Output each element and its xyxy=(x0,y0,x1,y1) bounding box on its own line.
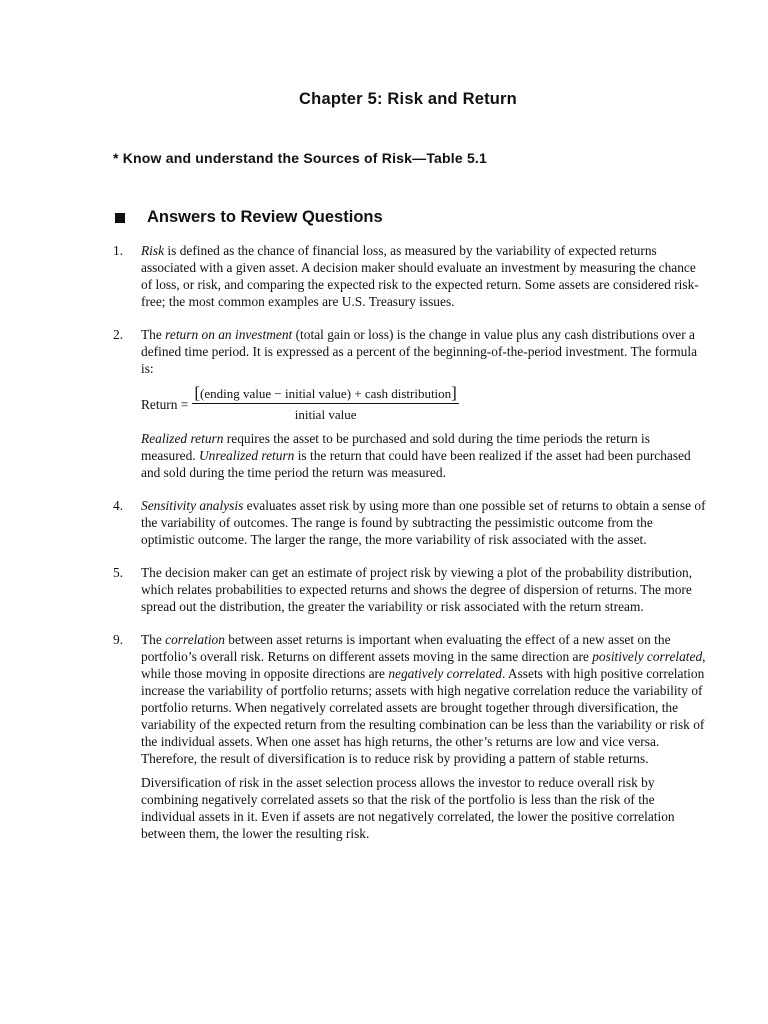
paragraph-text: The xyxy=(141,327,166,342)
answer-number: 9. xyxy=(113,632,124,647)
answer-number: 4. xyxy=(113,498,124,513)
answer-paragraph: The decision maker can get an estimate of project risk by viewing a plot of the probability distribution, which relates probabilities to expected returns and shows the degree of dispersion of returns. The more spread out the distribution, the greater the variability or risk associated with the return stream. xyxy=(141,565,693,614)
square-bullet-icon xyxy=(115,213,125,223)
know-sources-line: * Know and understand the Sources of Risk—Table 5.1 xyxy=(113,150,488,166)
defined-term: correlation xyxy=(165,632,225,647)
answer-item-9 xyxy=(113,631,713,842)
review-answers-list xyxy=(113,242,713,858)
answer-item-5 xyxy=(113,564,713,615)
answer-body xyxy=(141,242,706,310)
defined-term: Sensitivity analysis xyxy=(141,498,244,513)
answer-number: 1. xyxy=(113,243,124,258)
answer-number: 5. xyxy=(113,565,124,580)
paragraph-text: is the return that could have been realized if the asset had been purchased and sold during the time period the return was measured. xyxy=(141,448,691,480)
answer-body xyxy=(141,631,706,842)
formula-denominator: initial value xyxy=(294,407,357,422)
formula-numerator-text: (ending value − initial value) + cash distribution xyxy=(200,386,452,401)
defined-term: Risk xyxy=(141,243,165,258)
answer-item-4 xyxy=(113,497,713,548)
answer-body xyxy=(141,497,706,548)
paragraph-text: . Assets with high positive correlation increase the variability of portfolio returns; assets with high negative correlation reduce the variability of portfolio returns. When negatively correlated assets are brought together through diversification, the variability of the expected return from the resulting combination can be less than the variability or risk of the individual assets. When one asset has high returns, the other’s returns are low and vice versa. Therefore, the result of diversification is to reduce risk by providing a pattern of stable returns. xyxy=(141,666,705,766)
paragraph-text: requires the asset to be purchased and sold during the time periods the return is measured. xyxy=(141,431,650,463)
answer-body xyxy=(141,564,706,615)
paragraph-text: between asset returns is important when evaluating the effect of a new asset on the portfolio’s overall risk. Returns on different assets moving in the same direction are xyxy=(141,632,671,664)
defined-term: negatively correlated xyxy=(388,666,502,681)
answer-body xyxy=(141,326,706,481)
defined-term: positively correlated xyxy=(592,649,703,664)
return-formula xyxy=(141,384,706,424)
chapter-title: Chapter 5: Risk and Return xyxy=(299,90,517,108)
defined-term: Unrealized return xyxy=(199,448,295,463)
answer-paragraph xyxy=(141,326,706,377)
paragraph-text: , while those moving in opposite directions are xyxy=(141,649,706,681)
answer-paragraph: Diversification of risk in the asset selection process allows the investor to reduce overall risk by combining negatively correlated assets so that the risk of the portfolio is less than the risk of the individual assets in it. Even if assets are not negatively correlated, the lower the positive correlation between them, the lower the resulting risk. xyxy=(141,775,675,841)
defined-term: Realized return xyxy=(141,431,224,446)
formula-lhs: Return = xyxy=(141,396,189,412)
defined-term: return on an investment xyxy=(165,327,293,342)
answer-paragraph xyxy=(141,631,706,767)
answer-number: 2. xyxy=(113,327,124,342)
section-heading xyxy=(113,208,383,227)
paragraph-text: The xyxy=(141,632,166,647)
paragraph-text: is defined as the chance of financial loss, as measured by the variability of expected returns associated with a given asset. A decision maker should evaluate an investment by measuring the chance of loss, or risk, and comparing the expected risk to the expected return. Some assets are considered risk-free; the most common examples are U.S. Treasury issues. xyxy=(141,243,699,309)
formula-numerator xyxy=(192,385,458,404)
answer-paragraph xyxy=(141,430,706,481)
bracket-right: ] xyxy=(451,383,457,402)
answer-paragraph xyxy=(141,497,706,548)
bracket-left: [ xyxy=(194,383,201,402)
answer-item-1 xyxy=(113,242,713,310)
paragraph-text: evaluates asset risk by using more than one possible set of returns to obtain a sense of the variability of outcomes. The range is found by subtracting the pessimistic outcome from the optimistic outcome. The larger the range, the more variability of risk associated with the asset. xyxy=(141,498,706,547)
answer-item-2 xyxy=(113,326,713,481)
formula-fraction xyxy=(192,385,458,423)
paragraph-text: (total gain or loss) is the change in value plus any cash distributions over a defined time period. It is expressed as a percent of the beginning-of-the-period investment. The formula is: xyxy=(141,327,698,376)
answer-paragraph xyxy=(141,242,706,310)
section-heading-text: Answers to Review Questions xyxy=(147,208,383,226)
